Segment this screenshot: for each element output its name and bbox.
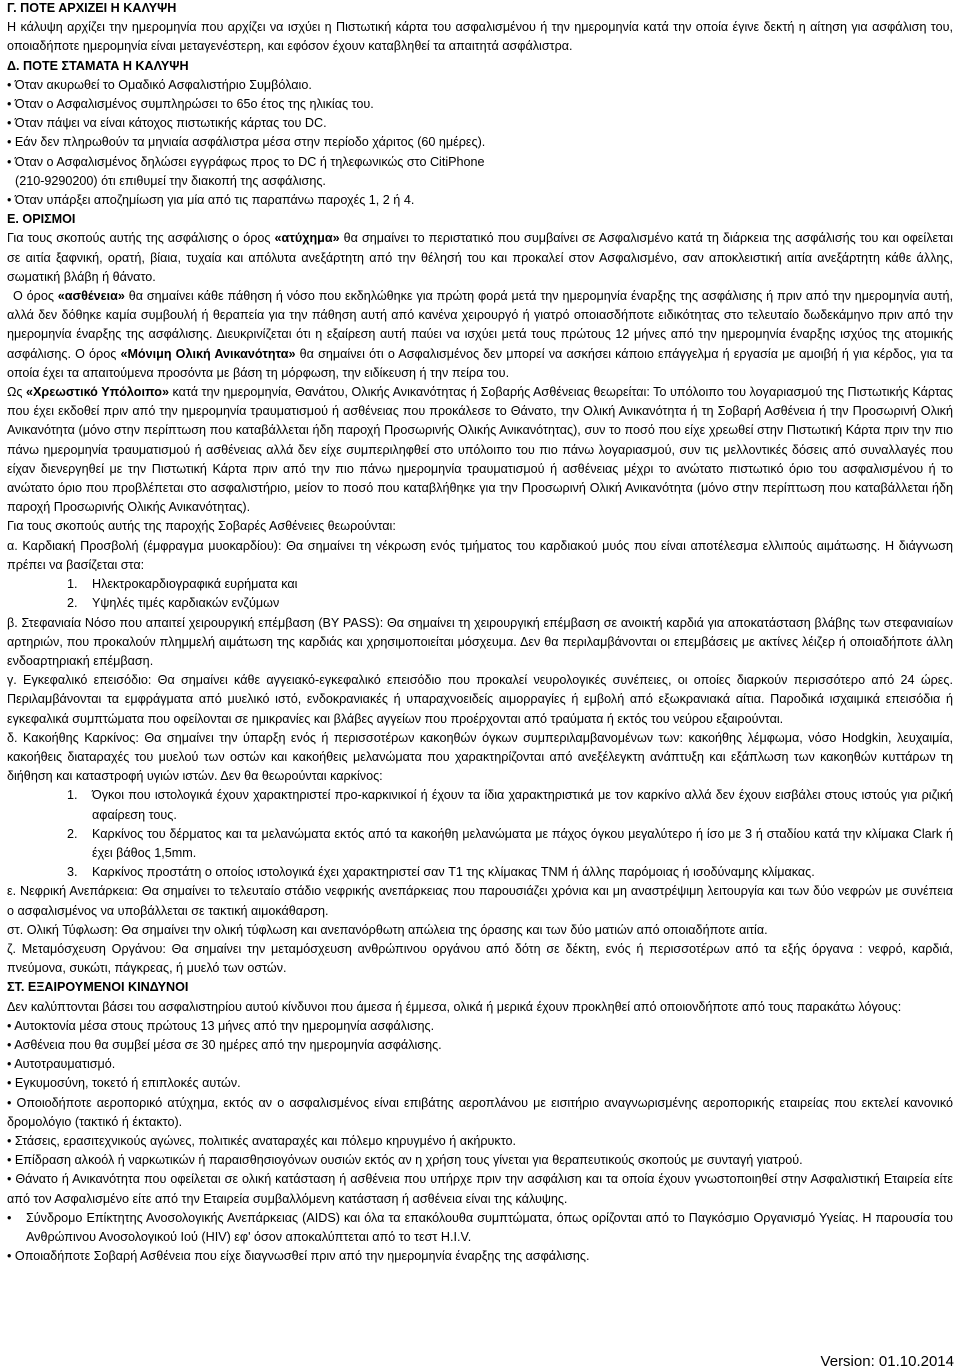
cancer-definition: δ. Κακοήθης Καρκίνος: Θα σημαίνει την ύπαρξη ενός ή περισσοτέρων κακοηθών όγκων συμπεριλαμβανομένων των: κακοήθης λέμφωμα, νόσο Hodgkin, λευχαιμία, κακοήθεις διαταραχές του μυελού των οστών και κακοήθεις μελανώματα που χαρακτηρίζονται από ανεξέλεγκτη ανάπτυξη και εξάπλωση των κακοηθών κυττάρων τη διήθηση και καταστροφή υγιών ιστών. Δεν θα θεωρούνται καρκίνος:: [7, 730, 953, 784]
section-d-title: Δ. ΠΟΤΕ ΣΤΑΜΑΤΑ Η ΚΑΛΥΨΗ: [7, 58, 189, 73]
definition-balance-pre: Ως: [7, 385, 27, 400]
list-item: • Επίδραση αλκοόλ ή ναρκωτικών ή παραισθησιογόνων ουσιών εκτός αν η χρήση τους γίνεται για θεραπευτικούς σκοπούς με συνταγή γιατρού.: [7, 1153, 803, 1168]
heart-attack-definition: α. Καρδιακή Προσβολή (έμφραγμα μυοκαρδίου): Θα σημαίνει τη νέκρωση ενός τμήματος του καρδιακού μυός που είναι αποτέλεσμα ελλιπούς αιμάτωσης. Η διάγνωση πρέπει να βασίζεται στα:: [7, 538, 953, 572]
item-number: 2.: [67, 826, 78, 841]
list-item: • Εάν δεν πληρωθούν τα μηνιαία ασφάλιστρα μέσα στην περίοδο χάριτος (60 ημέρες).: [7, 135, 486, 150]
definition-accident-post: θα σημαίνει το περιστατικό που συμβαίνει σε Ασφαλισμένο κατά τη διάρκεια της ασφάλισής του και οφείλεται σε αιτία ξαφνική, ορατή, βίαια, τυχαία και απόλυτα ανεξάρτητη από την θέλησή του και προκαλεί στον Ασφαλισμένο, σαν αποκλειστική αιτία ανεξάρτητη κάθε άλλης, σωματική βλάβη ή θάνατο.: [7, 231, 953, 284]
section-g-text: Η κάλυψη αρχίζει την ημερομηνία που αρχίζει να ισχύει η Πιστωτική κάρτα του ασφαλισμένου ή την ημερομηνία κατά την οποία έγινε δεκτή η αίτηση για ασφάλιση του, οποιαδήποτε ημερομηνία είναι μεταγενέστερη, και εφόσον έχουν καταβληθεί τα απαιτητά ασφάλιστρα.: [7, 20, 953, 54]
list-item: • Θάνατο ή Ανικανότητα που οφείλεται σε ολική κατάσταση ή ασθένεια που υπήρχε πριν την ασφάλιση και τα οποία έχουν γνωστοποιηθεί στην Ασφαλιστική Εταιρεία είτε από τον Ασφαλισμένο είτε από την Εταιρεία συμβαλλόμενη κατάσταση ή ασθένεια είναι της κάλυψης.: [7, 1172, 953, 1206]
definition-illness-pre: Ο όρος: [13, 289, 58, 304]
list-item: • Όταν ο Ασφαλισμένος συμπληρώσει το 65ο έτος της ηλικίας του.: [7, 97, 374, 112]
numbered-item: [7, 786, 953, 824]
numbered-item: [7, 825, 953, 863]
numbered-item: [7, 575, 953, 594]
item-number: 3.: [67, 865, 78, 880]
list-item: • Αυτοτραυματισμό.: [7, 1057, 116, 1072]
definition-balance-post: κατά την ημερομηνία, Θανάτου, Ολικής Ανικανότητας ή Σοβαρής Ασθένειας θεωρείται: Το υπόλοιπο του λογαριασμού της Πιστωτικής Κάρτας που έχει εκδοθεί πριν από την ημερομηνία τραυματισμού ή ασθένειας που προκάλεσε το Θάνατο, την Ολική Ανικανότητα ή τη Σοβαρή Ασθένεια ή την Προσωρινή Ολική Ανικανότητα (μόνο στην περίπτωση που καταβάλλεται ήδη παροχή Προσωρινής Ολικής Ανικανότητας), συν το ποσό που είχε χρεωθεί στην Πιστωτική Κάρτα πριν την πιο πάνω ημερομηνία τραυματισμού ή ασθένειας αλλά δεν είχε συμπεριληφθεί στο υπόλοιπο του πιο πάνω λογαριασμού, συν τις μελλοντικές δόσεις από συναλλαγές που είχαν διενεργηθεί με την Πιστωτική Κάρτα πριν από την πιο πάνω ημερομηνία τραυματισμού ή ασθένειας μέχρι το ανώτατο πιστωτικό όριο του ασφαλισμένου ή το ανώτατο όριο που προβλέπεται στο ασφαλιστήριο, μείον το ποσό που καταβλήθηκε για την Προσωρινή Ολική Ανικανότητα (μόνο στην περίπτωση που καταβάλλεται ήδη παροχή Προσωρινής Ολικής Ανικανότητας).: [7, 385, 953, 515]
list-item: • Όταν πάψει να είναι κάτοχος πιστωτικής κάρτας του DC.: [7, 116, 327, 131]
section-st-title: ΣΤ. ΕΞΑΙΡΟΥΜΕΝΟΙ ΚΙΝΔΥΝΟΙ: [7, 980, 189, 995]
list-item: • Οποιαδήποτε Σοβαρή Ασθένεια που είχε διαγνωσθεί πριν από την ημερομηνία έναρξης της ασφάλισης.: [7, 1249, 590, 1264]
list-item: • Αυτοκτονία μέσα στους πρώτους 13 μήνες από την ημερομηνία ασφάλισης.: [7, 1018, 435, 1033]
term-balance: «Χρεωστικό Υπόλοιπο»: [26, 385, 169, 400]
aids-text: Σύνδρομο Επίκτητης Ανοσολογικής Ανεπάρκειας (AIDS) και όλα τα επακόλουθα συμπτώματα, όπως ορίζονται από το Παγκόσμιο Οργανισμό Υγείας. Η παρουσία του Ανθρώπινου Ανοσολογικού Ιού (HIV) εφ' όσον αποκαλύπτεται από το τεστ H.I.V.: [26, 1210, 953, 1244]
item-text: Καρκίνος του δέρματος και τα μελανώματα εκτός από τα κακοήθη μελανώματα με πάχος όγκου μεγαλύτερο ή ίσο με 3 ή σταδίου κατά την κλίμακα Clark ή έχει βάθος 1,5mm.: [92, 826, 953, 860]
list-item-continuation: (210-9290200) ότι επιθυμεί την διακοπή της ασφάλισης.: [15, 173, 326, 188]
term-accident: «ατύχημα»: [274, 231, 340, 246]
blindness-definition: στ. Ολική Τύφλωση: Θα σημαίνει την ολική τύφλωση και ανεπανόρθωτη απώλεια της όρασης και των δύο ματιών από οποιαδήποτε αιτία.: [7, 922, 768, 937]
version-footer: Version: 01.10.2014: [820, 1353, 954, 1370]
numbered-item: [7, 594, 953, 613]
document-page: [7, 0, 953, 1266]
definition-accident-pre: Για τους σκοπούς αυτής της ασφάλισης ο όρος: [7, 231, 275, 246]
list-item: • Ασθένεια που θα συμβεί μέσα σε 30 ημέρες από την ημερομηνία ασφάλισης.: [7, 1037, 442, 1052]
item-text: Υψηλές τιμές καρδιακών ενζύμων: [92, 596, 280, 611]
list-item: • Εγκυμοσύνη, τοκετό ή επιπλοκές αυτών.: [7, 1076, 241, 1091]
list-item: • Όταν ο Ασφαλισμένος δηλώσει εγγράφως προς το DC ή τηλεφωνικώς στο CitiPhone: [7, 154, 485, 169]
list-item: • Οποιοδήποτε αεροπορικό ατύχημα, εκτός αν ο ασφαλισμένος είναι επιβάτης αεροπλάνου με εισιτήριο αναγνωρισμένης αεροπορικής εταιρείας που εκτελεί κανονικό δρομολόγιο (τακτικό ή έκτακτο).: [7, 1095, 953, 1129]
numbered-item: [7, 863, 953, 882]
bullet: •: [7, 1210, 12, 1225]
kidney-definition: ε. Νεφρική Ανεπάρκεια: Θα σημαίνει το τελευταίο στάδιο νεφρικής ανεπάρκειας που παρουσιάζει χρόνια και μη αναστρέψιμη λειτουργία και των δύο νεφρών με συνέπεια ο ασφαλισμένος να υποβάλλεται σε τακτική αιμοκάθαρση.: [7, 884, 953, 918]
bypass-definition: β. Στεφανιαία Νόσο που απαιτεί χειρουργική επέμβαση (BY PASS): Θα σημαίνει τη χειρουργική επέμβαση σε ανοικτή καρδιά για αποκατάσταση βλάβης των στεφανιαίων αρτηριών, που προκαλούν πλημμελή αιμάτωση της καρδιάς και χρησιμοποιείται μόσχευμα. Δεν θα περιλαμβάνονται οι επεμβάσεις με ακτίνες λέιζερ ή οποιαδήποτε άλλη ενδοαρτηριακή επέμβαση.: [7, 615, 953, 668]
item-text: Καρκίνος προστάτη ο οποίος ιστολογικά έχει χαρακτηριστεί σαν T1 της κλίμακας TNM ή άλλης παρόμοιας ή ισοδύναμης κλίμακας.: [92, 865, 815, 880]
list-item-aids: [7, 1209, 953, 1247]
definition-balance: [7, 383, 953, 517]
stroke-definition: γ. Εγκεφαλικό επεισόδιο: Θα σημαίνει κάθε αγγειακό-εγκεφαλικό επεισόδιο που προκαλεί νευρολογικές συνέπειες, οι οποίες διαρκούν περισσότερο από 24 ώρες. Περιλαμβάνονται τα εμφράγματα από μυελικό ιστό, ενδοκρανιακές ή υπαραχνοειδείς αιμορραγίες ή εμβολή από εξωκρανιακά αίτια. Παροδικά ισχαιμικά επεισόδια ή εγκεφαλικά συμπτώματα που οφείλονται σε ημικρανίες και βλάβες αγγείων που προέρχονται από τραύματα ή εκτός του νεύρου εξαιρούνται.: [7, 673, 953, 726]
definition-disability-post: θα σημαίνει ότι ο Ασφαλισμένος δεν μπορεί να ασκήσει κάποιο επάγγελμα ή εργασία με αμοιβή ή για κέρδος, για τα οποία έχει τα απαιτούμενα προσόντα με βάση τη μόρφωση, την ειδίκευση ή την πείρα του.: [7, 346, 953, 380]
exclusions-intro: Δεν καλύπτονται βάσει του ασφαλιστηρίου αυτού κίνδυνοι που άμεσα ή έμμεσα, ολικά ή μερικά έχουν προκληθεί από οποιονδήποτε από τους παρακάτω λόγους:: [7, 999, 902, 1014]
definition-accident: [7, 229, 953, 287]
section-e-title: Ε. ΟΡΙΣΜΟΙ: [7, 212, 76, 227]
list-item: • Όταν υπάρξει αποζημίωση για μία από τις παραπάνω παροχές 1, 2 ή 4.: [7, 193, 415, 208]
term-disability: «Μόνιμη Ολική Ανικανότητα»: [120, 346, 296, 361]
item-number: 1.: [67, 788, 78, 803]
section-g-title: Γ. ΠΟΤΕ ΑΡΧΙΖΕΙ Η ΚΑΛΥΨΗ: [7, 1, 177, 15]
item-text: Ηλεκτροκαρδιογραφικά ευρήματα και: [92, 577, 298, 592]
definition-illness-post: θα σημαίνει κάθε πάθηση ή νόσο που εκδηλώθηκε για πρώτη φορά μετά την ημερομηνία έναρξης της ασφάλισης ή πριν από την ημερομηνία αυτή, αλλά δεν δόθηκε καμία συμβουλή ή θεραπεία για την πάθηση αυτή από κανένα χειρουργό ή γιατρό οποιασδήποτε ειδικότητας στο τελευταίο δωδεκάμηνο πριν από την ημερομηνία έναρξης της ασφάλισης. Διευκρινίζεται ότι η εξαίρεση αυτή παύει να ισχύει μετά τους πρώτους 12 μήνες από την ημερομηνία έναρξης ισχύος της ατομικής ασφάλισης. Ο όρος: [7, 289, 953, 361]
item-number: 1.: [67, 577, 78, 592]
list-item: • Όταν ακυρωθεί το Ομαδικό Ασφαλιστήριο Συμβόλαιο.: [7, 77, 312, 92]
item-text: Όγκοι που ιστολογικά έχουν χαρακτηριστεί προ-καρκινικοί ή έχουν τα ίδια χαρακτηριστικά με τον καρκίνο αλλά δεν έχουν εισβάλει στους ιστούς για ριζική αφαίρεση τους.: [92, 788, 953, 822]
transplant-definition: ζ. Μεταμόσχευση Οργάνου: Θα σημαίνει την μεταμόσχευση ανθρώπινου οργάνου από δότη σε δέκτη, ενός ή περισσοτέρων από τα εξής όργανα : νεφρό, καρδιά, πνεύμονα, συκώτι, πάγκρεας, ή μυελό των οστών.: [7, 941, 953, 976]
term-illness: «ασθένεια»: [57, 289, 125, 304]
definition-illness: [7, 287, 953, 383]
item-number: 2.: [67, 596, 78, 611]
serious-illness-intro: Για τους σκοπούς αυτής της παροχής Σοβαρές Ασθένειες θεωρούνται:: [7, 519, 396, 534]
list-item: • Στάσεις, ερασιτεχνικούς αγώνες, πολιτικές αναταραχές και πόλεμο κηρυγμένο ή ακήρυκτο.: [7, 1133, 517, 1148]
